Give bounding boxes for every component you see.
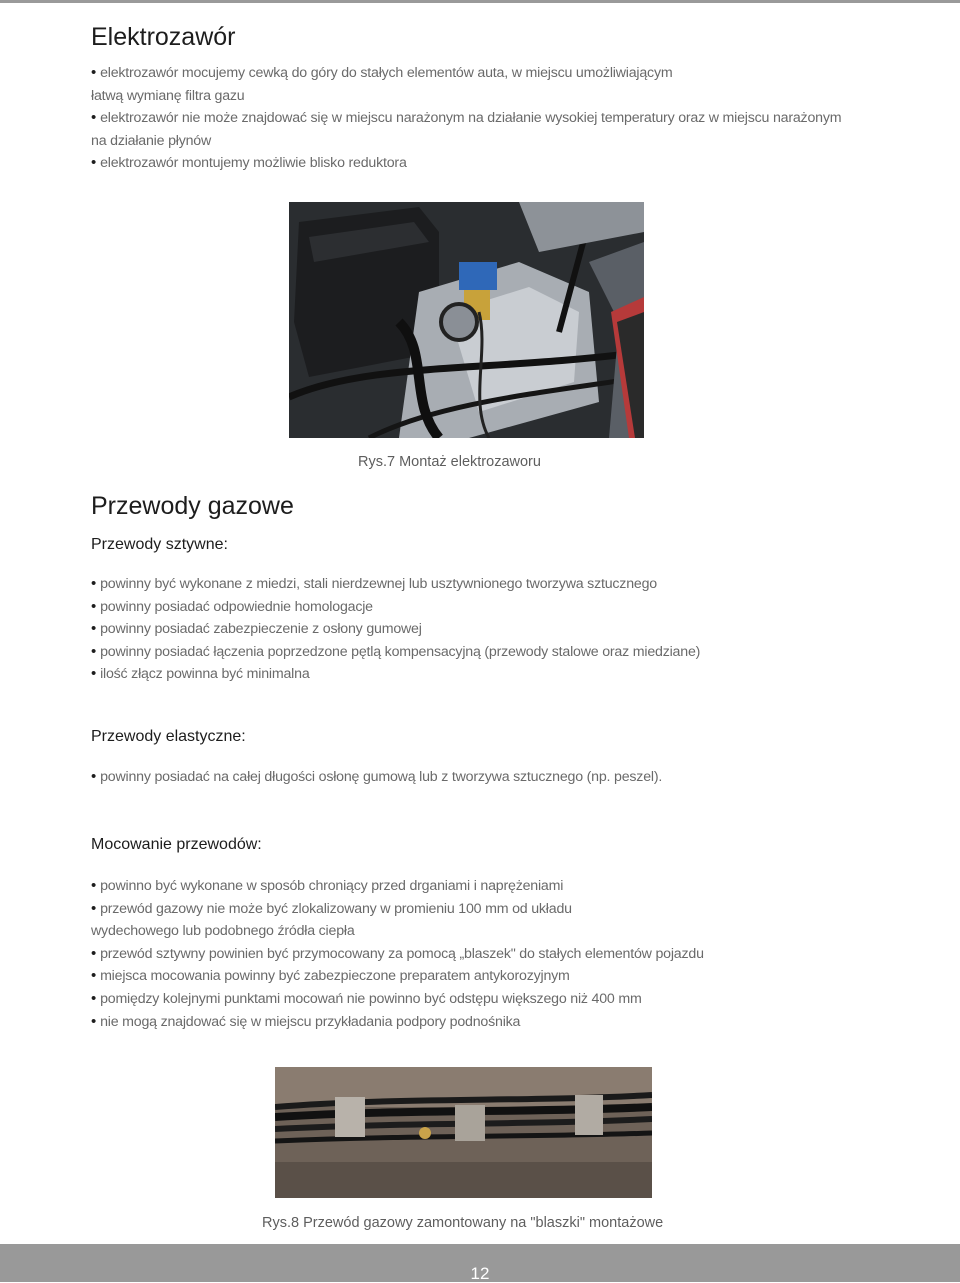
bullet-icon: •: [91, 768, 97, 785]
list-item: [91, 988, 704, 1011]
list-item: [91, 62, 841, 85]
list-item: [91, 152, 841, 175]
list-item-text: łatwą wymianę filtra gazu: [91, 87, 245, 104]
photo-solenoid-valve-installation: [289, 202, 644, 438]
list-item: [91, 618, 700, 641]
page-number: 12: [470, 1264, 490, 1283]
bullet-icon: •: [91, 967, 97, 985]
list-item-text: nie mogą znajdować się w miejscu przykładania podpory podnośnika: [100, 1013, 521, 1030]
bullet-icon: •: [91, 154, 97, 172]
photo-gas-line-mounted: [275, 1067, 652, 1198]
bullet-icon: •: [91, 109, 97, 127]
rigid-lines-bullet-list: [91, 573, 700, 686]
list-item: [91, 573, 700, 596]
bullet-icon: •: [91, 899, 97, 917]
list-item-text: ilość złącz powinna być minimalna: [100, 666, 310, 683]
heading-flexible-lines: Przewody elastyczne:: [91, 728, 246, 745]
list-item-text: elektrozawór montujemy możliwie blisko reduktora: [100, 155, 407, 172]
figure-caption-8: Rys.8 Przewód gazowy zamontowany na "blaszki" montażowe: [262, 1215, 664, 1231]
heading-rigid-lines: Przewody sztywne:: [91, 536, 228, 553]
bullet-icon: •: [91, 944, 97, 962]
list-item: [91, 965, 704, 988]
list-item: [91, 898, 704, 921]
list-item: [91, 85, 841, 108]
flexible-lines-bullet-list: [91, 766, 662, 789]
list-item-text: powinny być wykonane z miedzi, stali nierdzewnej lub usztywnionego tworzywa sztucznego: [100, 576, 657, 592]
bullet-icon: •: [91, 877, 97, 894]
list-item-text: przewód sztywny powinien być przymocowany za pomocą „blaszek" do stałych elementów pojazdu: [100, 945, 704, 962]
list-item-text: na działanie płynów: [91, 132, 212, 149]
bullet-icon: •: [91, 575, 97, 592]
list-item: [91, 943, 704, 966]
list-item: [91, 641, 700, 664]
list-item: [91, 107, 841, 130]
bullet-icon: •: [91, 642, 97, 660]
list-item: [91, 875, 704, 898]
bullet-icon: •: [91, 64, 97, 81]
list-item-text: przewód gazowy nie może być zlokalizowany w promieniu 100 mm od układu: [100, 900, 572, 917]
bullet-icon: •: [91, 665, 97, 683]
list-item-text: powinny posiadać odpowiednie homologacje: [100, 598, 373, 615]
list-item-text: miejsca mocowania powinny być zabezpieczone preparatem antykorozyjnym: [100, 968, 570, 985]
list-item: [91, 766, 662, 789]
bullet-icon: •: [91, 1012, 97, 1030]
list-item-text: elektrozawór mocujemy cewką do góry do stałych elementów auta, w miejscu umożliwiającym: [100, 65, 673, 81]
list-item: [91, 920, 704, 943]
list-item-text: wydechowego lub podobnego źródła ciepła: [91, 923, 355, 940]
bullet-icon: •: [91, 989, 97, 1007]
elektrozawor-bullet-list: [91, 62, 841, 175]
list-item: [91, 663, 700, 686]
mounting-bullet-list: [91, 875, 704, 1033]
section-title-przewody-gazowe: Przewody gazowe: [91, 492, 294, 520]
top-rule: [0, 0, 960, 3]
list-item-text: powinny posiadać łączenia poprzedzone pętlą kompensacyjną (przewody stalowe oraz miedziane): [100, 643, 701, 660]
list-item-text: powinny posiadać zabezpieczenie z osłony gumowej: [100, 621, 422, 638]
list-item-text: elektrozawór nie może znajdować się w miejscu narażonym na działanie wysokiej temperatury oraz w miejscu narażonym: [100, 110, 842, 127]
bullet-icon: •: [91, 620, 97, 638]
section-title-elektrozawor: Elektrozawór: [91, 23, 236, 51]
list-item-text: pomiędzy kolejnymi punktami mocowań nie powinno być odstępu większego niż 400 mm: [100, 990, 642, 1007]
list-item: [91, 130, 841, 153]
list-item-text: powinny posiadać na całej długości osłonę gumową lub z tworzywa sztucznego (np. peszel).: [100, 769, 663, 785]
figure-caption-7: Rys.7 Montaż elektrozaworu: [358, 454, 541, 470]
list-item: [91, 1011, 704, 1034]
heading-mounting: Mocowanie przewodów:: [91, 836, 262, 853]
bullet-icon: •: [91, 597, 97, 615]
list-item: [91, 596, 700, 619]
list-item-text: powinno być wykonane w sposób chroniący przed drganiami i naprężeniami: [100, 878, 564, 894]
